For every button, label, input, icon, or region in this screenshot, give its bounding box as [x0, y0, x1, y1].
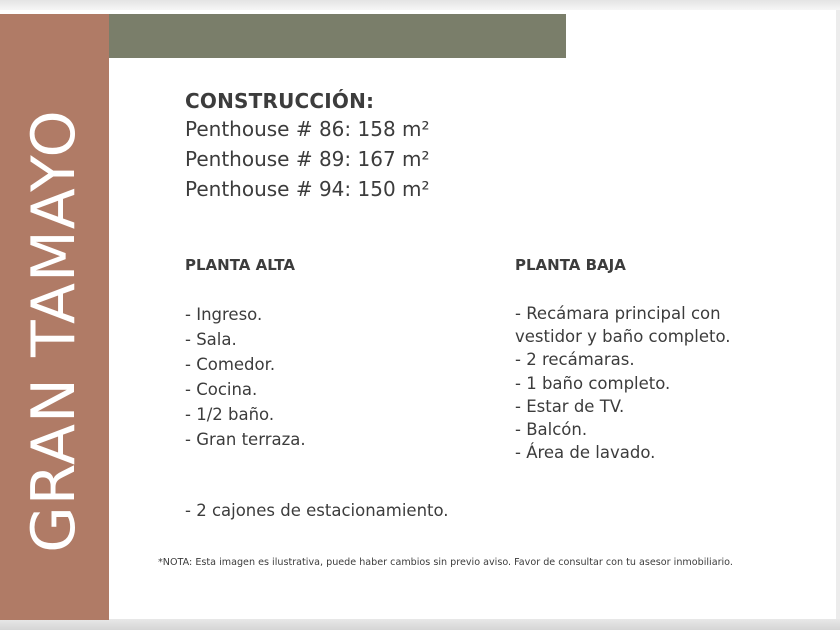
list-item: - 2 recámaras.	[515, 350, 635, 370]
list-item: - Estar de TV.	[515, 396, 625, 416]
list-item: - Área de lavado.	[515, 443, 656, 463]
list-item: - Recámara principal con	[515, 304, 721, 323]
penthouse-94-line: Penthouse # 94: 150 m²	[185, 177, 430, 201]
penthouse-89-line: Penthouse # 89: 167 m²	[185, 147, 430, 171]
list-item: - Comedor.	[185, 355, 276, 374]
list-item: - Cocina.	[185, 380, 258, 399]
sidebar-title: GRAN TAMAYO	[19, 109, 89, 553]
planta-alta-section	[185, 255, 505, 452]
parking-line: - 2 cajones de estacionamiento.	[185, 501, 449, 520]
list-item: - Ingreso.	[185, 305, 263, 324]
disclaimer-note: *NOTA: Esta imagen es ilustrativa, puede haber cambios sin previo aviso. Favor de consultar con tu asesor inmobiliario.	[158, 557, 733, 568]
list-item: - Sala.	[185, 330, 237, 349]
list-item: - 1/2 baño.	[185, 405, 275, 424]
list-item: - Balcón.	[515, 420, 588, 440]
planta-alta-heading: PLANTA ALTA	[185, 256, 295, 274]
list-item: - Gran terraza.	[185, 430, 306, 449]
penthouse-86-line: Penthouse # 86: 158 m²	[185, 117, 430, 141]
planta-baja-section	[515, 255, 835, 464]
construction-section	[185, 88, 515, 204]
construction-heading: CONSTRUCCIÓN:	[185, 89, 375, 113]
list-item: - 1 baño completo.	[515, 373, 671, 393]
planta-baja-heading: PLANTA BAJA	[515, 256, 626, 274]
list-item: vestidor y baño completo.	[515, 327, 731, 347]
